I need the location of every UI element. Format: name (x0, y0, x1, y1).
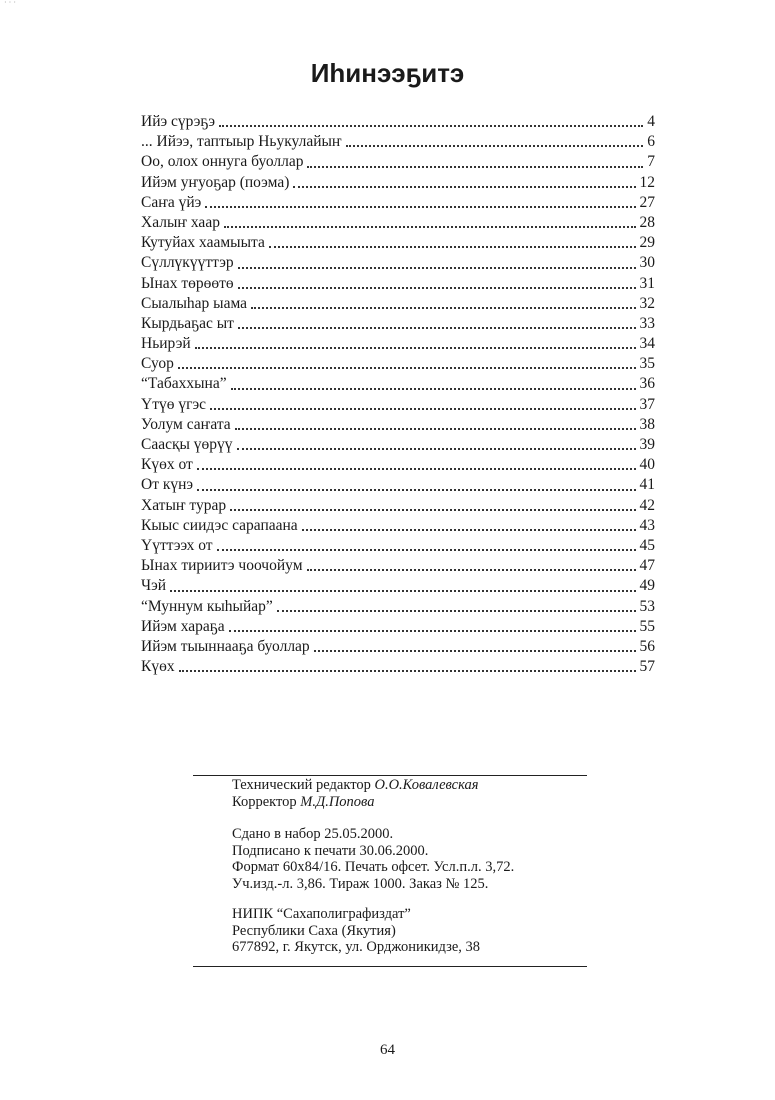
dot-leader (178, 367, 636, 369)
toc-entry-title: Күөх от (141, 456, 193, 474)
toc-entry-title: Суор (141, 355, 174, 373)
dot-leader (205, 206, 635, 208)
toc-entry-title: Ийэм тыыннааҕа буоллар (141, 637, 310, 655)
toc-entry (141, 253, 655, 273)
toc-entry-page: 28 (639, 213, 655, 231)
toc-entry-title: От күнэ (141, 476, 194, 494)
toc-entry (141, 132, 655, 152)
toc-entry-title: Ньирэй (141, 335, 191, 353)
toc-entry (141, 233, 655, 253)
toc-entry (141, 475, 655, 495)
toc-entry-title: Оо, олох оннуга буоллар (141, 153, 304, 171)
toc-entry-page: 42 (639, 496, 655, 514)
dot-leader (251, 307, 635, 309)
toc-entry-page: 57 (639, 658, 655, 676)
page-number: 64 (380, 1042, 395, 1058)
toc-entry (141, 112, 655, 132)
toc-entry-page: 34 (639, 335, 655, 353)
toc-entry-title: Сыалыhар ыама (141, 294, 248, 312)
page-title: Иhинээҕитэ (310, 58, 465, 88)
toc-entry (141, 173, 655, 193)
corrector-label: Корректор (232, 793, 297, 810)
toc-entry-page: 37 (639, 395, 655, 413)
dot-leader (237, 448, 636, 450)
toc-entry (141, 657, 655, 677)
dot-leader (307, 569, 636, 571)
toc-entry-title: “Муннум кыhыйар” (141, 597, 273, 615)
toc-entry (141, 496, 655, 516)
toc-entry-title: Үүттээх от (141, 536, 213, 554)
toc-entry-page: 36 (639, 375, 655, 393)
toc-entry-title: Сүллүкүүттэр (141, 254, 234, 272)
toc-entry-page: 41 (639, 476, 655, 494)
toc-entry (141, 334, 655, 354)
toc-entry-title: Кырдьаҕас ыт (141, 314, 234, 332)
toc-entry-title: Ийэм хараҕа (141, 617, 225, 635)
dot-leader (229, 630, 636, 632)
toc-entry-page: 55 (639, 617, 655, 635)
dot-leader (238, 287, 636, 289)
toc-entry (141, 152, 655, 172)
toc-entry-title: Хатыҥ турар (141, 496, 227, 514)
toc-entry-title: Саҥа үйэ (141, 193, 202, 211)
toc-entry-page: 47 (639, 557, 655, 575)
toc-entry-title: Халыҥ хаар (141, 213, 220, 231)
toc-entry-page: 27 (639, 193, 655, 211)
print-details (232, 826, 592, 892)
dot-leader (346, 145, 644, 147)
toc-entry (141, 617, 655, 637)
toc-entry-page: 30 (639, 254, 655, 272)
toc-entry-title: Саасқы үөрүү (141, 436, 233, 453)
toc-entry (141, 193, 655, 213)
toc-entry (141, 374, 655, 394)
toc-entry (141, 455, 655, 475)
toc-entry-page: 53 (639, 597, 655, 615)
dot-leader (230, 509, 635, 511)
dot-leader (197, 468, 636, 470)
toc-entry (141, 576, 655, 596)
dot-leader (197, 489, 635, 491)
toc-entry-title: Кыыс сиидэс сарапаана (141, 516, 298, 534)
toc-entry-page: 40 (639, 456, 655, 474)
dot-leader (170, 590, 635, 592)
toc-entry-page: 33 (639, 314, 655, 332)
publisher-line: НИПК “Сахаполиграфиздат” (232, 906, 411, 922)
toc-entry-title: Ийэ сүрэҕэ (141, 113, 216, 130)
toc-entry (141, 294, 655, 314)
dot-leader (314, 650, 636, 652)
dot-leader (235, 428, 636, 430)
toc-entry-title: Чэй (141, 577, 167, 595)
dot-leader (224, 226, 636, 228)
toc-entry-title: Ынах төрөөтө (141, 274, 234, 292)
toc-entry (141, 274, 655, 294)
toc-entry-page: 45 (639, 536, 655, 554)
toc-entry-title: Күөх (141, 658, 175, 676)
toc-entry-page: 43 (639, 516, 655, 534)
print-line: Подписано к печати 30.06.2000. (232, 842, 429, 859)
dot-leader (179, 670, 636, 672)
toc-entry-title: “Табаххына” (141, 375, 227, 393)
editor-block (232, 777, 592, 810)
toc-entry-page: 56 (639, 637, 655, 655)
dot-leader (307, 166, 643, 168)
dot-leader (277, 610, 636, 612)
corrector-name: М.Д.Попова (300, 793, 375, 810)
toc-entry-page: 38 (639, 415, 655, 433)
toc-entry-title: ... Ийээ, таптыыр Ньукулайыҥ (141, 133, 342, 151)
dot-leader (269, 246, 636, 248)
dot-leader (238, 327, 636, 329)
toc-entry-page: 31 (639, 274, 655, 292)
toc-entry (141, 597, 655, 617)
toc-entry-page: 32 (639, 294, 655, 312)
toc-entry-title: Кутуйах хаамыыта (141, 234, 265, 252)
toc-entry (141, 516, 655, 536)
toc-entry-page: 35 (639, 355, 655, 373)
toc-entry-page: 7 (647, 153, 655, 171)
toc-entry (141, 556, 655, 576)
publisher-line: Республики Саха (Якутия) (232, 922, 396, 939)
toc-entry (141, 395, 655, 415)
dot-leader (217, 549, 636, 551)
editor-label: Технический редактор (232, 777, 371, 793)
dot-leader (302, 529, 636, 531)
dot-leader (231, 388, 636, 390)
toc-entry-title: Ынах тириитэ чоочойум (141, 557, 303, 575)
toc-entry (141, 536, 655, 556)
toc-entry (141, 213, 655, 233)
toc-entry-page: 4 (647, 113, 655, 130)
dot-leader (219, 125, 643, 127)
corrector-line (232, 794, 592, 811)
publisher-details (232, 906, 592, 956)
scan-artifact: · · · (4, 0, 16, 7)
table-of-contents (141, 112, 655, 677)
toc-entry (141, 637, 655, 657)
toc-entry (141, 415, 655, 435)
dot-leader (210, 408, 636, 410)
toc-entry (141, 435, 655, 455)
toc-entry-page: 6 (647, 133, 655, 151)
editor-name: О.О.Ковалевская (374, 777, 479, 793)
toc-entry (141, 354, 655, 374)
toc-entry-page: 29 (639, 234, 655, 252)
bottom-divider (193, 966, 587, 967)
toc-entry-page: 12 (639, 173, 655, 191)
toc-entry-title: Ийэм уҥуоҕар (поэма) (141, 173, 290, 191)
editor-line (232, 777, 592, 794)
toc-entry-title: Уолум саҥата (141, 415, 231, 433)
dot-leader (238, 267, 636, 269)
print-line: Формат 60х84/16. Печать офсет. Усл.п.л. 3,72. (232, 859, 515, 875)
print-line: Сдано в набор 25.05.2000. (232, 826, 394, 842)
dot-leader (293, 186, 635, 188)
toc-entry-page: 39 (639, 436, 655, 453)
top-divider (193, 775, 587, 776)
publisher-line: 677892, г. Якутск, ул. Орджоникидзе, 38 (232, 939, 481, 955)
toc-entry-page: 49 (639, 577, 655, 595)
toc-entry (141, 314, 655, 334)
dot-leader (195, 347, 636, 349)
print-line: Уч.изд.-л. 3,86. Тираж 1000. Заказ № 125. (232, 875, 489, 892)
toc-entry-title: Үтүө үгэс (141, 395, 206, 413)
